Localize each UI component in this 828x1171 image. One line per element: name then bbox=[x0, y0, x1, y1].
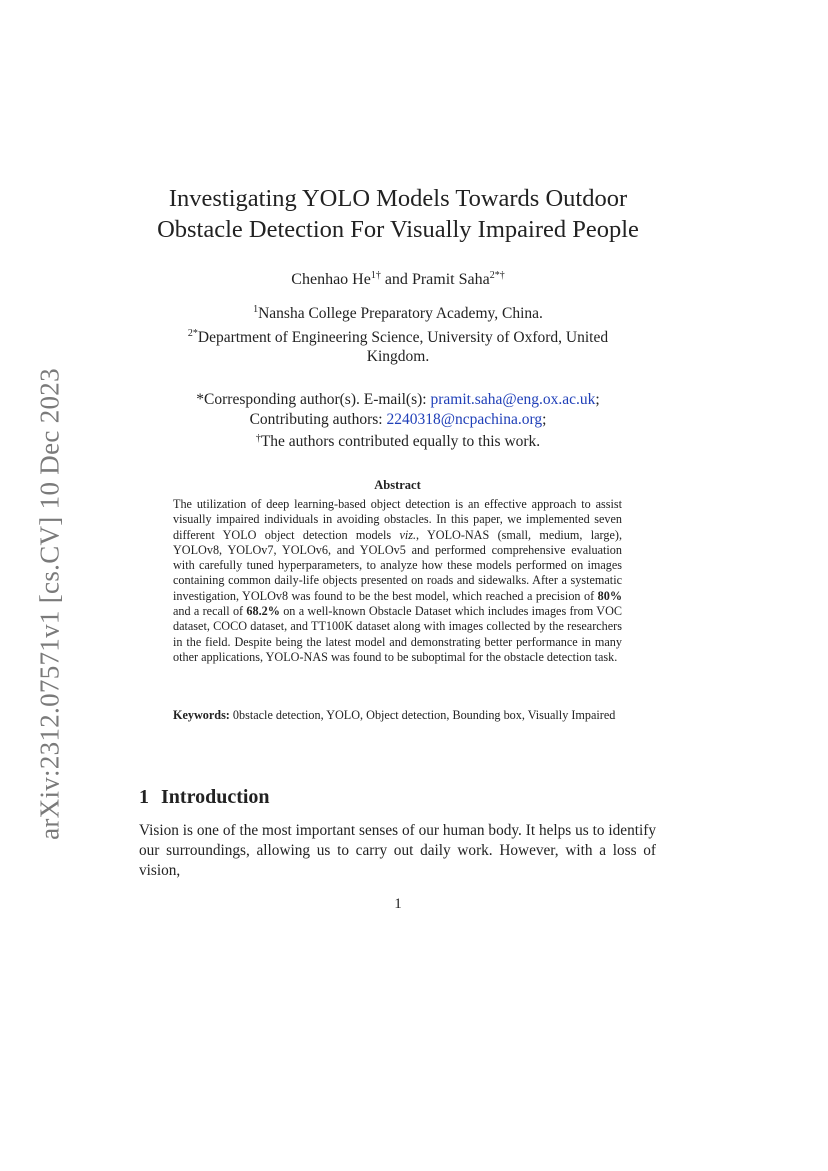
abstract-body bbox=[173, 497, 622, 665]
author-name: Pramit Saha bbox=[411, 271, 490, 288]
abstract-text: and a recall of bbox=[173, 604, 247, 619]
affiliation-text: Department of Engineering Science, University of Oxford, United Kingdom. bbox=[197, 328, 609, 365]
section-title: Introduction bbox=[161, 786, 270, 808]
contributing-label: Contributing authors: bbox=[249, 410, 387, 428]
punctuation: ; bbox=[542, 410, 547, 428]
abstract-viz: viz. bbox=[399, 527, 417, 542]
introduction-paragraph: Vision is one of the most important senses of our human body. It helps us to identify our surroundings, allowing us to carry out daily work. However, with a loss of vision, bbox=[139, 822, 656, 879]
abstract-text: on a well-known Obstacle Dataset which includes images from VOC dataset, COCO dataset, and TT100K dataset along with images collected by the researchers in the field. Despite being the latest model and demonstrating better performance in many other applications, YOLO-NAS was found to be suboptimal for the obstacle detection task. bbox=[173, 604, 623, 664]
keywords-label: Keywords: bbox=[173, 708, 230, 722]
corresponding-label: *Corresponding author(s). E-mail(s): bbox=[196, 391, 431, 408]
author-name: Chenhao He bbox=[291, 271, 371, 288]
affiliation-mark: 2* bbox=[187, 327, 198, 339]
equal-contribution-mark: † bbox=[255, 433, 261, 444]
author-affiliation-mark: 2*† bbox=[489, 270, 505, 281]
author-conjunction: and bbox=[380, 271, 412, 288]
page-number: 1 bbox=[394, 896, 402, 912]
contact-info bbox=[140, 390, 656, 452]
keywords bbox=[173, 708, 622, 723]
corresponding-email-link[interactable]: pramit.saha@eng.ox.ac.uk bbox=[430, 391, 596, 408]
affiliation-mark: 1 bbox=[253, 304, 259, 315]
abstract-heading: Abstract bbox=[374, 478, 421, 492]
keywords-text: 0bstacle detection, YOLO, Object detection, Bounding box, Visually Impaired bbox=[229, 708, 616, 722]
title-line-2: Obstacle Detection For Visually Impaired People bbox=[157, 216, 639, 243]
title-line-1: Investigating YOLO Models Towards Outdoor bbox=[168, 185, 628, 212]
affiliation-1 bbox=[160, 300, 636, 324]
author-list bbox=[120, 270, 676, 289]
corresponding-author-line bbox=[140, 390, 656, 410]
section-heading-introduction bbox=[139, 786, 270, 809]
punctuation: ; bbox=[595, 391, 600, 408]
paper-title bbox=[120, 183, 676, 245]
abstract-text: , YOLO-NAS (small, medium, large), YOLOv8, YOLOv7, YOLOv6, and YOLOv5 and performed comprehensive evaluation with carefully tuned hyperparameters, to analyze how these models performed on images containing common daily-life objects presented on roads and sidewalks. After a systematic investigation, YOLOv8 was found to be the best model, which reached a precision of bbox=[173, 527, 622, 603]
recall-value: 68.2% bbox=[246, 604, 280, 619]
equal-contribution-text: The authors contributed equally to this work. bbox=[260, 433, 541, 450]
precision-value: 80% bbox=[597, 588, 622, 603]
affiliation-2 bbox=[160, 324, 636, 367]
abstract-text: The utilization of deep learning-based object detection is an effective approach to assist visually impaired individuals in avoiding obstacles. In this paper, we implemented seven different YOLO object detection models bbox=[173, 497, 622, 542]
affiliations bbox=[160, 300, 636, 367]
section-number: 1 bbox=[139, 786, 149, 808]
contributing-authors-line bbox=[140, 410, 656, 430]
equal-contribution-note bbox=[140, 429, 656, 452]
author-affiliation-mark: 1† bbox=[370, 270, 381, 281]
contributing-email-link[interactable]: 2240318@ncpachina.org bbox=[386, 410, 543, 428]
arxiv-identifier-stamp: arXiv:2312.07571v1 [cs.CV] 10 Dec 2023 bbox=[34, 368, 65, 840]
affiliation-text: Nansha College Preparatory Academy, China. bbox=[258, 305, 543, 322]
